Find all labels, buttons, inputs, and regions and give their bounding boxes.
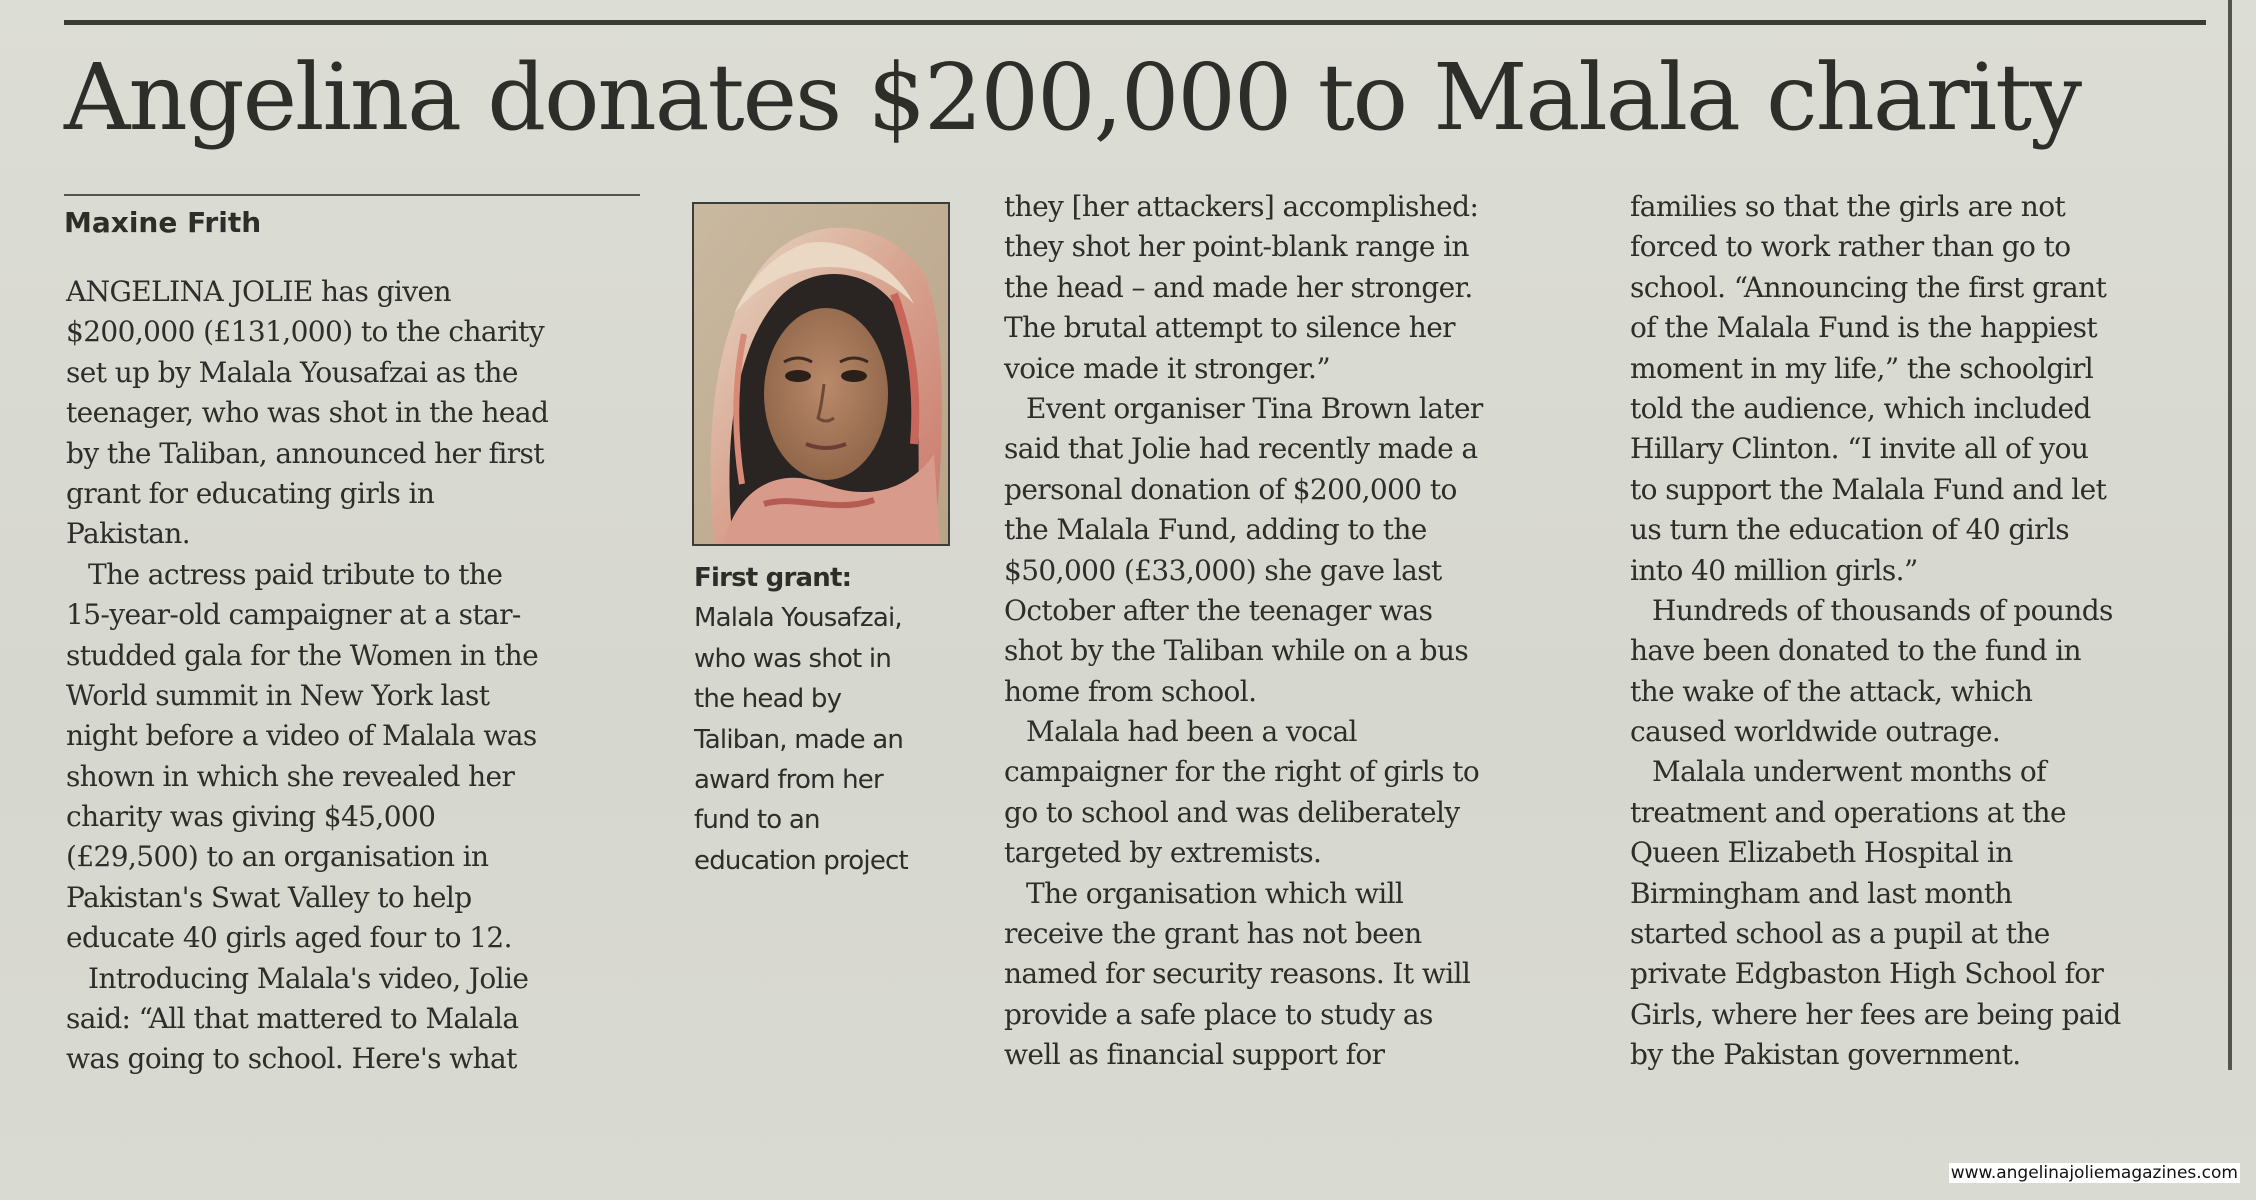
text-line: Event organiser Tina Brown later <box>1026 391 1483 425</box>
text-line: night before a video of Malala was <box>66 719 537 753</box>
text-line: studded gala for the Women in the <box>66 638 539 672</box>
text-line: Birmingham and last month <box>1630 876 2013 910</box>
caption-line: Taliban, made an <box>694 724 904 755</box>
text-line: $50,000 (£33,000) she gave last <box>1004 553 1442 587</box>
photo-caption <box>694 558 908 881</box>
text-line: named for security reasons. It will <box>1004 957 1471 991</box>
headline: Angelina donates $200,000 to Malala charity <box>64 44 2081 151</box>
text-line: have been donated to the fund in <box>1630 634 2081 668</box>
text-line: said that Jolie had recently made a <box>1004 432 1478 466</box>
text-line: go to school and was deliberately <box>1004 795 1460 829</box>
malala-photo <box>692 202 950 546</box>
text-line: Malala had been a vocal <box>1026 715 1357 749</box>
text-line: set up by Malala Yousafzai as the <box>66 355 518 389</box>
text-line: into 40 million girls.” <box>1630 553 1918 587</box>
text-line: moment in my life,” the schoolgirl <box>1630 351 2094 385</box>
watermark: www.angelinajoliemagazines.com <box>1950 1163 2238 1183</box>
text-line: started school as a pupil at the <box>1630 917 2050 951</box>
text-line: campaigner for the right of girls to <box>1004 755 1480 789</box>
text-line: October after the teenager was <box>1004 593 1433 627</box>
text-line: told the audience, which included <box>1630 391 2091 425</box>
text-line: personal donation of $200,000 to <box>1004 472 1457 506</box>
text-line: receive the grant has not been <box>1004 917 1422 951</box>
caption-line: award from her <box>694 764 883 795</box>
text-line: (£29,500) to an organisation in <box>66 840 489 874</box>
article-column-3 <box>1004 187 1483 1076</box>
caption-line: the head by <box>694 684 842 715</box>
top-rule <box>64 20 2206 25</box>
text-line: by the Pakistan government. <box>1630 1038 2021 1072</box>
page-edge <box>2228 0 2232 1070</box>
text-line: Introducing Malala's video, Jolie <box>88 961 529 995</box>
text-line: private Edgbaston High School for <box>1630 957 2104 991</box>
article-column-1 <box>66 272 548 1080</box>
text-line: The brutal attempt to silence her <box>1004 311 1455 345</box>
text-line: teenager, who was shot in the head <box>66 396 549 430</box>
text-line: educate 40 girls aged four to 12. <box>66 921 512 955</box>
text-line: forced to work rather than go to <box>1630 230 2071 264</box>
text-line: provide a safe place to study as <box>1004 997 1433 1031</box>
caption-line: education project <box>694 845 908 876</box>
text-line: Malala underwent months of <box>1652 755 2046 789</box>
text-line: us turn the education of 40 girls <box>1630 513 2070 547</box>
text-line: the head – and made her stronger. <box>1004 270 1473 304</box>
text-line: $200,000 (£131,000) to the charity <box>66 315 545 349</box>
caption-line: Malala Yousafzai, <box>694 603 902 634</box>
text-line: shown in which she revealed her <box>66 759 515 793</box>
text-line: Hundreds of thousands of pounds <box>1652 593 2113 627</box>
text-line: the Malala Fund, adding to the <box>1004 513 1427 547</box>
text-line: treatment and operations at the <box>1630 795 2066 829</box>
text-line: targeted by extremists. <box>1004 836 1322 870</box>
text-line: The organisation which will <box>1026 876 1404 910</box>
byline-rule <box>64 194 640 196</box>
text-line: to support the Malala Fund and let <box>1630 472 2107 506</box>
text-line: home from school. <box>1004 674 1257 708</box>
text-line: Pakistan's Swat Valley to help <box>66 880 472 914</box>
article-column-4 <box>1630 187 2121 1076</box>
text-line: by the Taliban, announced her first <box>66 436 544 470</box>
portrait-illustration <box>694 204 948 544</box>
text-line: The actress paid tribute to the <box>88 557 503 591</box>
text-line: World summit in New York last <box>66 678 490 712</box>
text-line: Girls, where her fees are being paid <box>1630 997 2121 1031</box>
text-line: they shot her point-blank range in <box>1004 230 1469 264</box>
text-line: grant for educating girls in <box>66 476 435 510</box>
text-line: families so that the girls are not <box>1630 190 2066 223</box>
text-line: the wake of the attack, which <box>1630 674 2033 708</box>
text-line: voice made it stronger.” <box>1004 351 1331 385</box>
caption-line: who was shot in <box>694 643 892 674</box>
text-line: Hillary Clinton. “I invite all of you <box>1630 432 2089 466</box>
text-line: was going to school. Here's what <box>66 1042 517 1076</box>
text-line: said: “All that mattered to Malala <box>66 1002 519 1036</box>
caption-label: First grant: <box>694 563 852 593</box>
text-line: well as financial support for <box>1004 1038 1385 1072</box>
text-line: charity was giving $45,000 <box>66 800 436 834</box>
text-line: school. “Announcing the first grant <box>1630 270 2107 304</box>
text-line: Queen Elizabeth Hospital in <box>1630 836 2013 870</box>
text-line: caused worldwide outrage. <box>1630 715 2001 749</box>
byline: Maxine Frith <box>64 206 262 239</box>
text-line: of the Malala Fund is the happiest <box>1630 311 2098 345</box>
text-line: they [her attackers] accomplished: <box>1004 190 1479 223</box>
text-line: ANGELINA JOLIE has given <box>66 275 451 308</box>
caption-line: fund to an <box>694 805 820 836</box>
text-line: 15-year-old campaigner at a star- <box>66 598 521 632</box>
text-line: shot by the Taliban while on a bus <box>1004 634 1469 668</box>
text-line: Pakistan. <box>66 517 191 551</box>
